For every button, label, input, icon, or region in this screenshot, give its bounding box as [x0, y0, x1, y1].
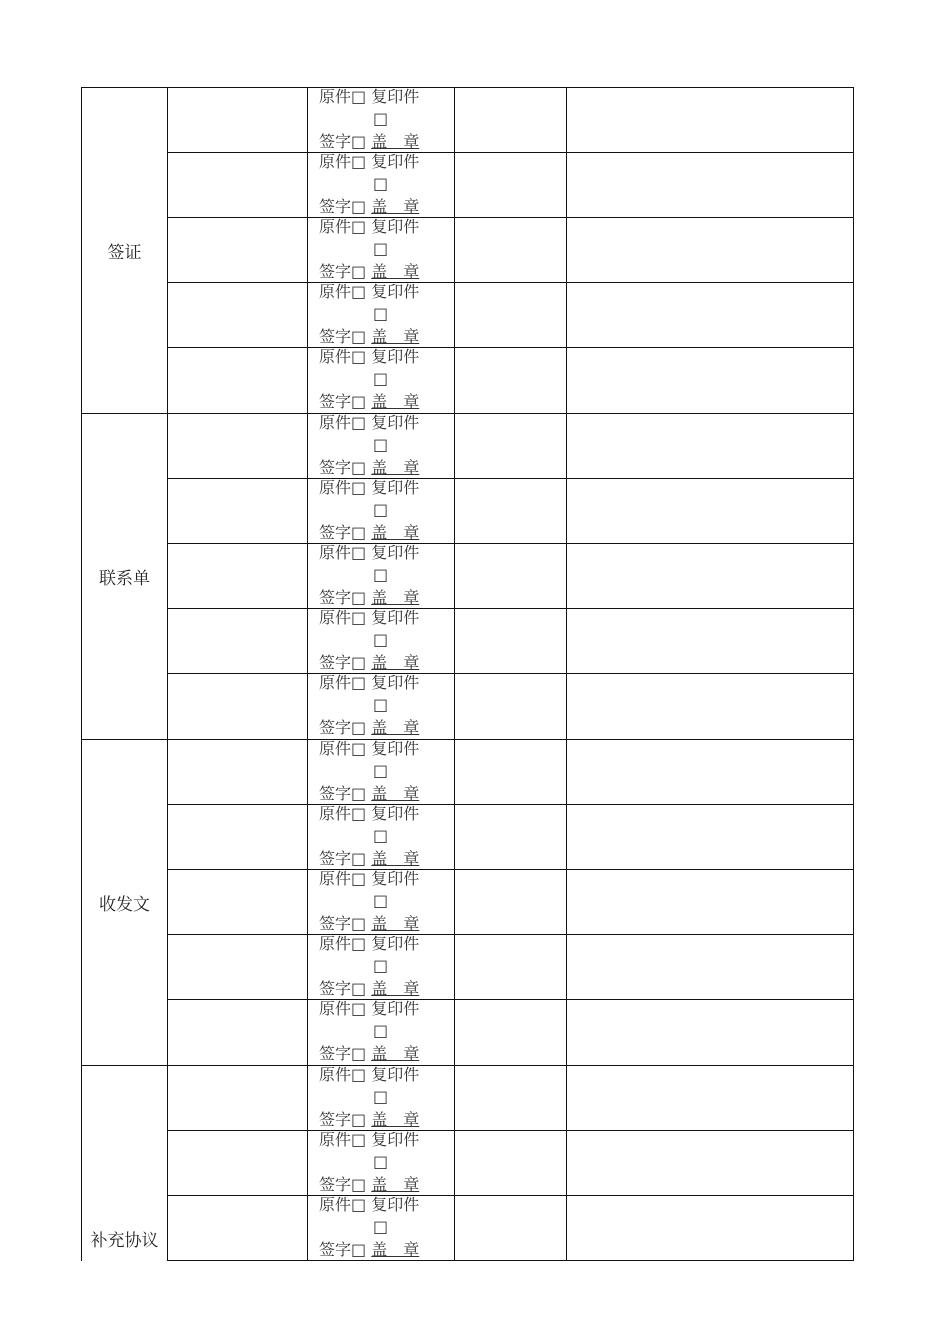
document-type-cell	[308, 283, 455, 347]
table-row	[168, 348, 854, 413]
checkbox-glyph[interactable]: □	[373, 304, 389, 323]
quantity-cell[interactable]	[455, 609, 567, 673]
remarks-cell[interactable]	[567, 88, 854, 152]
quantity-cell[interactable]	[455, 218, 567, 282]
group-contact-sheet	[81, 413, 854, 739]
category-label: 收发文	[81, 740, 168, 1065]
sign-stamp-option[interactable]: 签字□ 盖 章	[319, 1240, 420, 1259]
sign-stamp-option[interactable]: 签字□ 盖 章	[319, 197, 420, 216]
document-type-cell	[308, 218, 455, 282]
remarks-cell[interactable]	[567, 1131, 854, 1195]
group-correspondence	[81, 739, 854, 1065]
checkbox-glyph[interactable]: □	[373, 109, 389, 128]
table-row	[168, 1066, 854, 1131]
sign-stamp-option[interactable]: 签字□ 盖 章	[319, 1044, 420, 1063]
group-supplementary-agreement	[81, 1065, 854, 1261]
checkbox-glyph[interactable]: □	[373, 891, 389, 910]
remarks-cell[interactable]	[567, 609, 854, 673]
document-type-cell	[308, 609, 455, 673]
table-row	[168, 218, 854, 283]
document-type-cell	[308, 348, 455, 413]
original-copy-option[interactable]: 原件□ 复印件	[319, 805, 420, 823]
checkbox-glyph[interactable]: □	[373, 239, 389, 258]
sign-stamp-option[interactable]: 签字□ 盖 章	[319, 979, 420, 998]
remarks-cell[interactable]	[567, 740, 854, 804]
table-row	[168, 1000, 854, 1065]
checkbox-glyph[interactable]: □	[373, 1152, 389, 1171]
sign-stamp-option[interactable]: 签字□ 盖 章	[319, 784, 420, 803]
checkbox-glyph[interactable]: □	[373, 369, 389, 388]
document-type-cell	[308, 1066, 455, 1130]
checkbox-glyph[interactable]: □	[373, 435, 389, 454]
sign-stamp-option[interactable]: 签字□ 盖 章	[319, 1175, 420, 1194]
name-cell[interactable]	[168, 1066, 308, 1130]
sign-stamp-option[interactable]: 签字□ 盖 章	[319, 392, 420, 411]
original-copy-option[interactable]: 原件□ 复印件	[319, 935, 420, 953]
sign-stamp-option[interactable]: 签字□ 盖 章	[319, 132, 420, 151]
quantity-cell[interactable]	[455, 348, 567, 413]
category-label: 补充协议	[81, 1066, 168, 1261]
register-table	[81, 87, 854, 1261]
quantity-cell[interactable]	[455, 1196, 567, 1260]
document-type-cell	[308, 1000, 455, 1065]
name-cell[interactable]	[168, 674, 308, 739]
checkbox-glyph[interactable]: □	[373, 761, 389, 780]
quantity-cell[interactable]	[455, 805, 567, 869]
checkbox-glyph[interactable]: □	[373, 826, 389, 845]
sign-stamp-option[interactable]: 签字□ 盖 章	[319, 1110, 420, 1129]
checkbox-glyph[interactable]: □	[373, 956, 389, 975]
checkbox-glyph[interactable]: □	[373, 1021, 389, 1040]
document-type-cell	[308, 870, 455, 934]
table-row	[168, 870, 854, 935]
original-copy-option[interactable]: 原件□ 复印件	[319, 348, 420, 366]
remarks-cell[interactable]	[567, 870, 854, 934]
sign-stamp-option[interactable]: 签字□ 盖 章	[319, 718, 420, 737]
document-type-cell	[308, 805, 455, 869]
table-row	[168, 935, 854, 1000]
quantity-cell[interactable]	[455, 740, 567, 804]
quantity-cell[interactable]	[455, 544, 567, 608]
remarks-cell[interactable]	[567, 1066, 854, 1130]
name-cell[interactable]	[168, 805, 308, 869]
table-row	[168, 153, 854, 218]
table-row	[168, 674, 854, 739]
table-row	[168, 805, 854, 870]
quantity-cell[interactable]	[455, 674, 567, 739]
table-row	[168, 414, 854, 479]
quantity-cell[interactable]	[455, 88, 567, 152]
table-row	[168, 1196, 854, 1261]
category-label: 签证	[81, 88, 168, 413]
table-row	[168, 283, 854, 348]
sign-stamp-option[interactable]: 签字□ 盖 章	[319, 262, 420, 281]
sign-stamp-option[interactable]: 签字□ 盖 章	[319, 588, 420, 607]
original-copy-option[interactable]: 原件□ 复印件	[319, 674, 420, 692]
document-type-cell	[308, 88, 455, 152]
table-row	[168, 544, 854, 609]
name-cell[interactable]	[168, 348, 308, 413]
name-cell[interactable]	[168, 218, 308, 282]
original-copy-option[interactable]: 原件□ 复印件	[319, 153, 420, 171]
original-copy-option[interactable]: 原件□ 复印件	[319, 544, 420, 562]
quantity-cell[interactable]	[455, 870, 567, 934]
original-copy-option[interactable]: 原件□ 复印件	[319, 1196, 420, 1214]
original-copy-option[interactable]: 原件□ 复印件	[319, 740, 420, 758]
original-copy-option[interactable]: 原件□ 复印件	[319, 414, 420, 432]
category-label: 联系单	[81, 414, 168, 739]
checkbox-glyph[interactable]: □	[373, 174, 389, 193]
document-type-cell	[308, 935, 455, 999]
remarks-cell[interactable]	[567, 479, 854, 543]
original-copy-option[interactable]: 原件□ 复印件	[319, 1000, 420, 1018]
name-cell[interactable]	[168, 479, 308, 543]
group-visa	[81, 87, 854, 413]
name-cell[interactable]	[168, 870, 308, 934]
document-type-cell	[308, 414, 455, 478]
original-copy-option[interactable]: 原件□ 复印件	[319, 479, 420, 497]
checkbox-glyph[interactable]: □	[373, 500, 389, 519]
name-cell[interactable]	[168, 88, 308, 152]
sign-stamp-option[interactable]: 签字□ 盖 章	[319, 653, 420, 672]
name-cell[interactable]	[168, 1000, 308, 1065]
table-row	[168, 1131, 854, 1196]
sign-stamp-option[interactable]: 签字□ 盖 章	[319, 914, 420, 933]
quantity-cell[interactable]	[455, 1131, 567, 1195]
original-copy-option[interactable]: 原件□ 复印件	[319, 1131, 420, 1149]
remarks-cell[interactable]	[567, 544, 854, 608]
name-cell[interactable]	[168, 414, 308, 478]
original-copy-option[interactable]: 原件□ 复印件	[319, 1066, 420, 1084]
document-type-cell	[308, 479, 455, 543]
remarks-cell[interactable]	[567, 414, 854, 478]
quantity-cell[interactable]	[455, 153, 567, 217]
remarks-cell[interactable]	[567, 218, 854, 282]
sign-stamp-option[interactable]: 签字□ 盖 章	[319, 327, 420, 346]
remarks-cell[interactable]	[567, 283, 854, 347]
remarks-cell[interactable]	[567, 805, 854, 869]
document-type-cell	[308, 544, 455, 608]
document-type-cell	[308, 674, 455, 739]
sign-stamp-option[interactable]: 签字□ 盖 章	[319, 523, 420, 542]
name-cell[interactable]	[168, 609, 308, 673]
sign-stamp-option[interactable]: 签字□ 盖 章	[319, 849, 420, 868]
remarks-cell[interactable]	[567, 1000, 854, 1065]
original-copy-option[interactable]: 原件□ 复印件	[319, 870, 420, 888]
checkbox-glyph[interactable]: □	[373, 630, 389, 649]
name-cell[interactable]	[168, 935, 308, 999]
original-copy-option[interactable]: 原件□ 复印件	[319, 88, 420, 106]
document-type-cell	[308, 1131, 455, 1195]
document-type-cell	[308, 1196, 455, 1260]
sign-stamp-option[interactable]: 签字□ 盖 章	[319, 458, 420, 477]
checkbox-glyph[interactable]: □	[373, 1087, 389, 1106]
table-row	[168, 479, 854, 544]
checkbox-glyph[interactable]: □	[373, 695, 389, 714]
checkbox-glyph[interactable]: □	[373, 565, 389, 584]
name-cell[interactable]	[168, 544, 308, 608]
quantity-cell[interactable]	[455, 283, 567, 347]
document-type-cell	[308, 153, 455, 217]
checkbox-glyph[interactable]: □	[373, 1217, 389, 1236]
original-copy-option[interactable]: 原件□ 复印件	[319, 609, 420, 627]
quantity-cell[interactable]	[455, 1066, 567, 1130]
quantity-cell[interactable]	[455, 479, 567, 543]
name-cell[interactable]	[168, 740, 308, 804]
original-copy-option[interactable]: 原件□ 复印件	[319, 218, 420, 236]
name-cell[interactable]	[168, 283, 308, 347]
name-cell[interactable]	[168, 1131, 308, 1195]
remarks-cell[interactable]	[567, 348, 854, 413]
remarks-cell[interactable]	[567, 674, 854, 739]
name-cell[interactable]	[168, 153, 308, 217]
quantity-cell[interactable]	[455, 935, 567, 999]
table-row	[168, 88, 854, 153]
quantity-cell[interactable]	[455, 1000, 567, 1065]
document-type-cell	[308, 740, 455, 804]
table-row	[168, 609, 854, 674]
remarks-cell[interactable]	[567, 153, 854, 217]
name-cell[interactable]	[168, 1196, 308, 1260]
original-copy-option[interactable]: 原件□ 复印件	[319, 283, 420, 301]
remarks-cell[interactable]	[567, 935, 854, 999]
table-row	[168, 740, 854, 805]
quantity-cell[interactable]	[455, 414, 567, 478]
remarks-cell[interactable]	[567, 1196, 854, 1260]
